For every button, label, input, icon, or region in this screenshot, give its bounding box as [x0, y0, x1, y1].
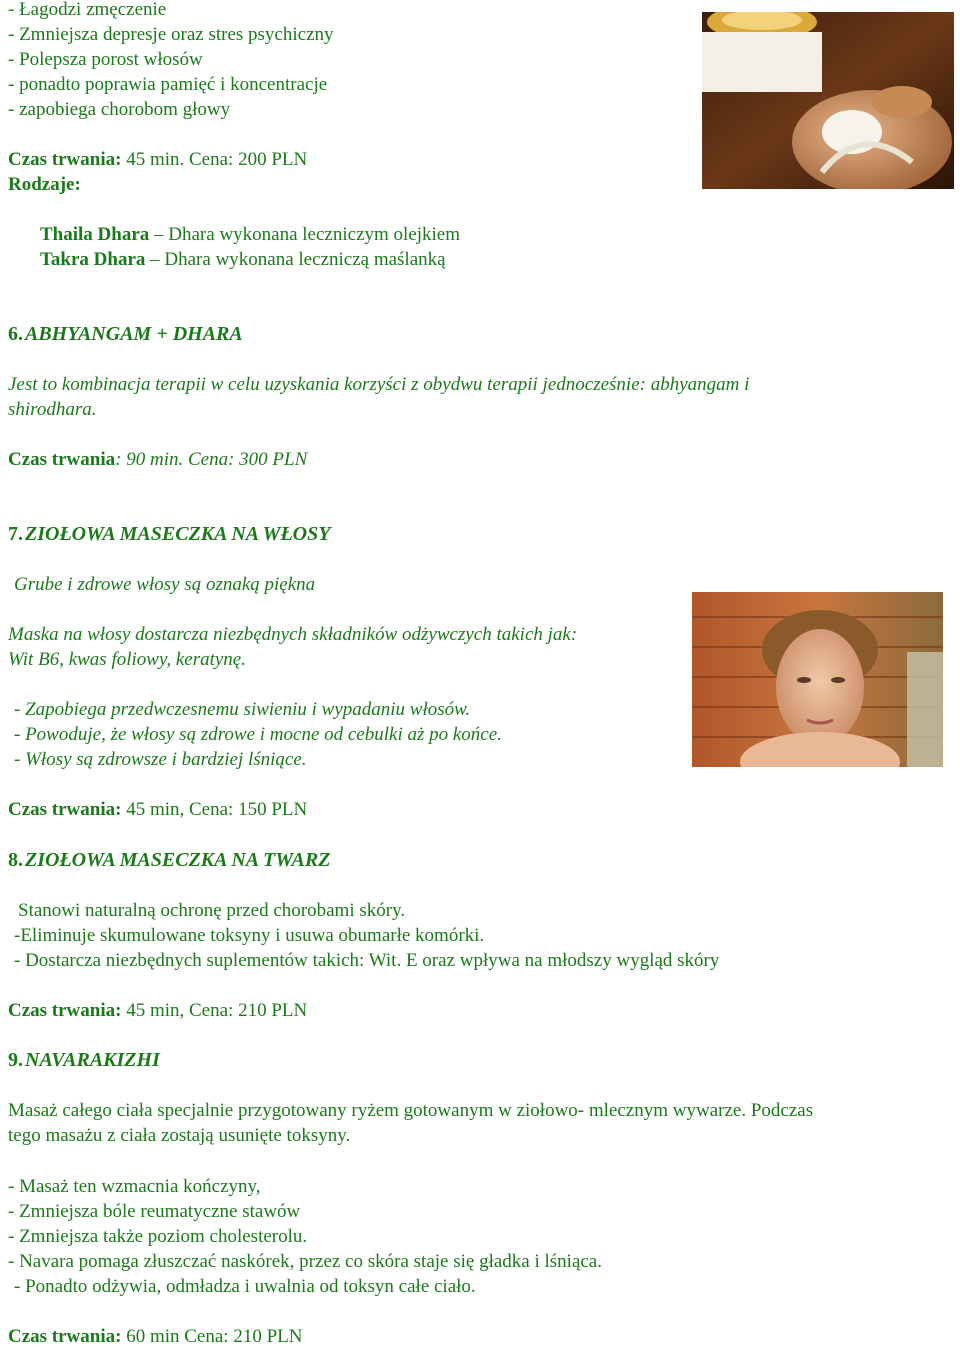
bullet: - zapobiega chorobom głowy [8, 99, 231, 120]
bullet: - Łagodzi zmęczenie [8, 0, 167, 20]
duration-line [8, 447, 307, 472]
duration-line [8, 1324, 302, 1349]
duration-value: 45 min. Cena: 200 PLN [126, 149, 308, 170]
duration-line [8, 998, 307, 1023]
duration-label: Czas trwania: [8, 799, 122, 820]
paragraph-line: Jest to kombinacja terapii w celu uzyskania korzyści z obydwu terapii jednocześnie: abhyangam i [8, 374, 750, 395]
duration-value: : 90 min. Cena: 300 PLN [115, 449, 308, 470]
section-title: NAVARAKIZHI [25, 1049, 160, 1071]
type-name: Takra Dhara [40, 249, 146, 270]
section-heading [8, 848, 330, 873]
duration-value: 45 min, Cena: 210 PLN [126, 1000, 308, 1021]
duration-value: 60 min Cena: 210 PLN [126, 1326, 303, 1347]
paragraph-line: Wit B6, kwas foliowy, keratynę. [8, 649, 246, 670]
section-heading [8, 1048, 160, 1073]
bullet: - Włosy są zdrowsze i bardziej lśniące. [14, 749, 307, 770]
duration-value: 45 min, Cena: 150 PLN [126, 799, 308, 820]
types-label: Rodzaje: [8, 174, 81, 195]
bullet: - ponadto poprawia pamięć i koncentracje [8, 74, 328, 95]
duration-label: Czas trwania: [8, 1326, 122, 1347]
paragraph-line: - Dostarcza niezbędnych suplementów takich: Wit. E oraz wpływa na młodszy wygląd skóry [14, 950, 720, 971]
type-desc: – Dhara wykonana leczniczym olejkiem [154, 224, 461, 245]
bullet: - Ponadto odżywia, odmładza i uwalnia od toksyn całe ciało. [14, 1276, 476, 1297]
hair-mask-photo [692, 592, 943, 767]
bullet: - Masaż ten wzmacnia kończyny, [8, 1176, 261, 1197]
duration-line [8, 147, 307, 172]
paragraph-line: Stanowi naturalną ochronę przed chorobami skóry. [18, 900, 406, 921]
bullet: - Polepsza porost włosów [8, 49, 203, 70]
section-number: 7. [8, 523, 23, 545]
type-name: Thaila Dhara [40, 224, 150, 245]
section-number: 6. [8, 323, 23, 345]
bullet: - Powoduje, że włosy są zdrowe i mocne od cebulki aż po końce. [14, 724, 502, 745]
section-heading [8, 322, 243, 347]
duration-label: Czas trwania: [8, 149, 122, 170]
duration-line [8, 797, 307, 822]
section-title: ZIOŁOWA MASECZKA NA TWARZ [25, 849, 331, 871]
shirodhara-photo [702, 12, 954, 189]
paragraph-line: shirodhara. [8, 399, 97, 420]
paragraph-line: Masaż całego ciała specjalnie przygotowany ryżem gotowanym w ziołowo- mlecznym wywarze. Podczas [8, 1100, 814, 1121]
bullet: - Navara pomaga złuszczać naskórek, przez co skóra staje się gładka i lśniąca. [8, 1251, 602, 1272]
bullet: - Zmniejsza także poziom cholesterolu. [8, 1226, 308, 1247]
section-number: 9. [8, 1049, 23, 1071]
section-heading [8, 522, 330, 547]
bullet: - Zmniejsza bóle reumatyczne stawów [8, 1201, 301, 1222]
section-title: ZIOŁOWA MASECZKA NA WŁOSY [25, 523, 331, 545]
duration-label: Czas trwania [8, 449, 116, 470]
section-title: ABHYANGAM + DHARA [25, 323, 243, 345]
bullet: - Zapobiega przedwczesnemu siwieniu i wypadaniu włosów. [14, 699, 471, 720]
type-desc: – Dhara wykonana leczniczą maślanką [150, 249, 446, 270]
type-item [40, 222, 460, 247]
paragraph-line: -Eliminuje skumulowane toksyny i usuwa obumarłe komórki. [14, 925, 485, 946]
paragraph-line: tego masażu z ciała zostają usunięte toksyny. [8, 1125, 351, 1146]
duration-label: Czas trwania: [8, 1000, 122, 1021]
section-number: 8. [8, 849, 23, 871]
paragraph-line: Maska na włosy dostarcza niezbędnych składników odżywczych takich jak: [8, 624, 578, 645]
bullet: - Zmniejsza depresje oraz stres psychiczny [8, 24, 334, 45]
type-item [40, 247, 446, 272]
intro-line: Grube i zdrowe włosy są oznaką piękna [14, 574, 316, 595]
